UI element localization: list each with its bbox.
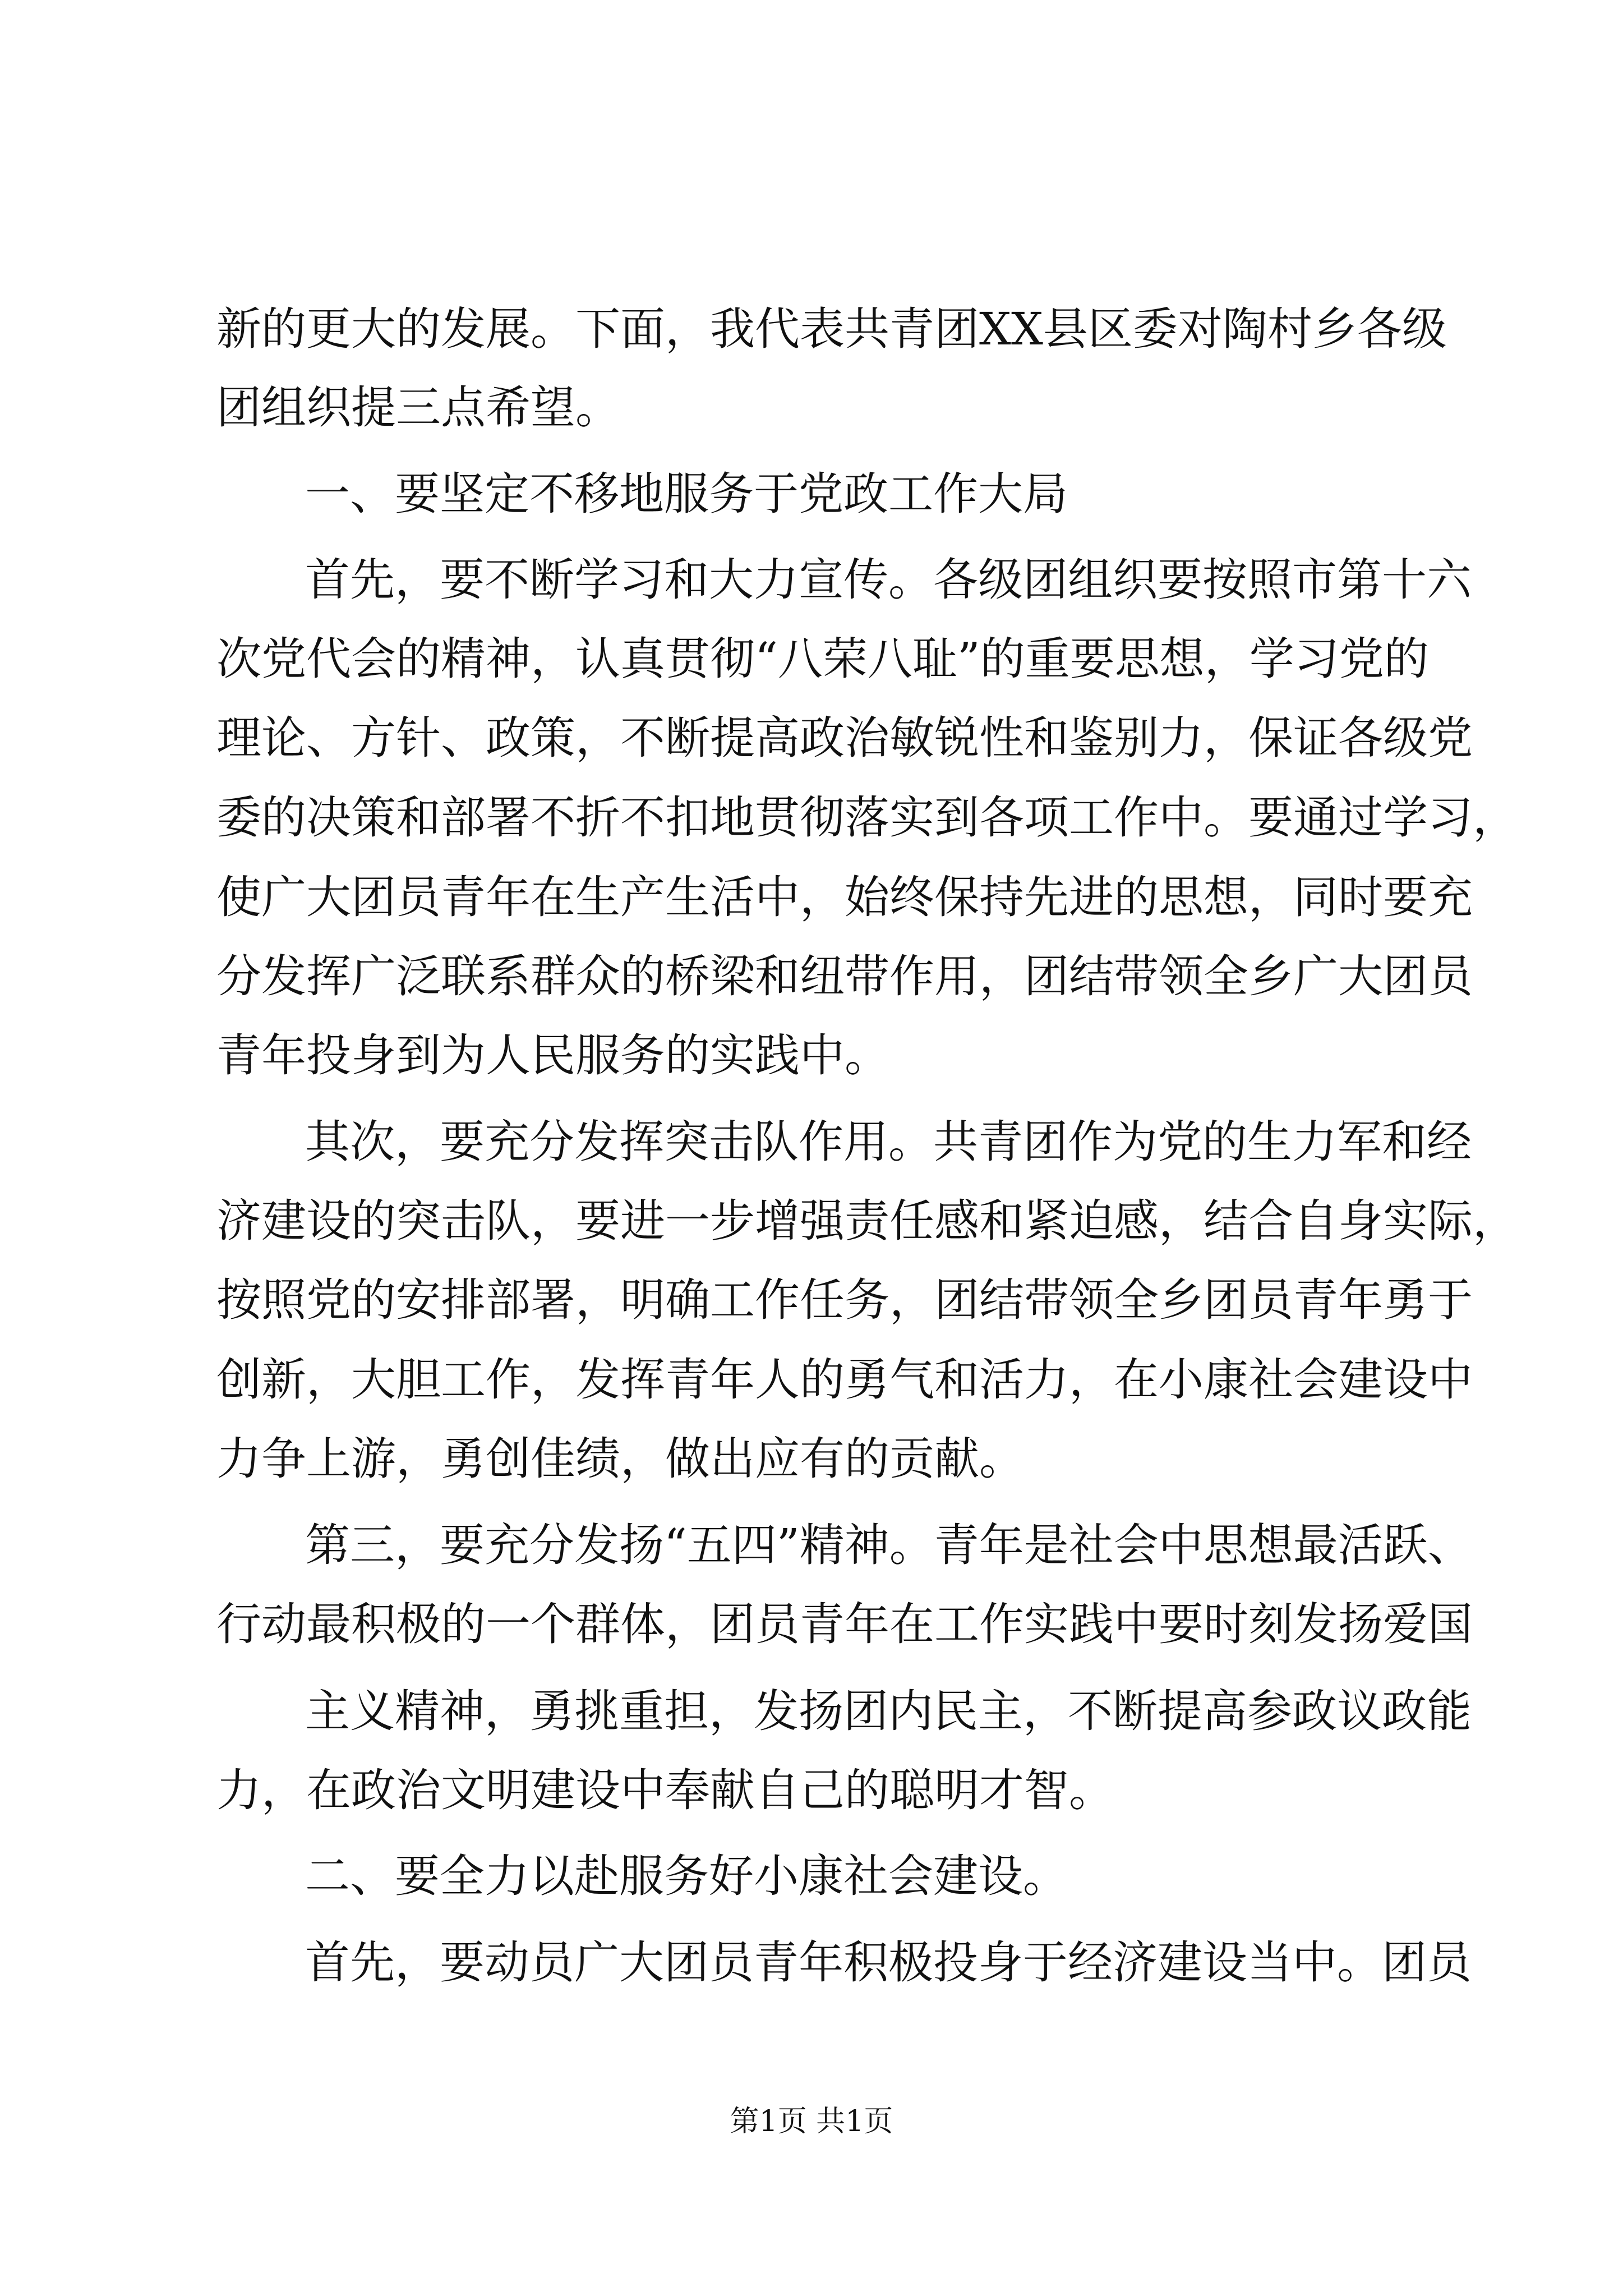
text-line-18: 主义精神，勇挑重担，发扬团内民主，不断提高参政议政能: [305, 1685, 1472, 1737]
text-line-11: 其次，要充分发挥突击队作用。共青团作为党的生力军和经: [305, 1116, 1472, 1168]
text-line-6: 理论、方针、政策，不断提高政治敏锐性和鉴别力，保证各级党: [216, 712, 1473, 764]
heading-1: 一、要坚定不移地服务于党政工作大局: [305, 468, 1068, 520]
heading-2: 二、要全力以赴服务好小康社会建设。: [305, 1850, 1068, 1902]
text-line-9: 分发挥广泛联系群众的桥梁和纽带作用，团结带领全乡广大团员: [216, 950, 1473, 1002]
text-line-19: 力，在政治文明建设中奉献自己的聪明才智。: [216, 1764, 1114, 1816]
text-line-4: 首先，要不断学习和大力宣传。各级团组织要按照市第十六: [305, 554, 1472, 606]
text-line-7: 委的决策和部署不折不扣地贯彻落实到各项工作中。要通过学习，: [216, 792, 1518, 844]
text-line-12: 济建设的突击队，要进一步增强责任感和紧迫感，结合自身实际，: [216, 1195, 1518, 1247]
text-line-5: 次党代会的精神，认真贯彻“八荣八耻”的重要思想，学习党的: [216, 633, 1429, 685]
text-line-1: 新的更大的发展。下面，我代表共青团XX县区委对陶村乡各级: [216, 303, 1447, 355]
text-line-16: 第三，要充分发扬“五四”精神。青年是社会中思想最活跃、: [305, 1519, 1473, 1571]
text-line-10: 青年投身到为人民服务的实践中。: [216, 1029, 889, 1082]
text-line-15: 力争上游，勇创佳绩，做出应有的贡献。: [216, 1433, 1024, 1485]
text-line-13: 按照党的安排部署，明确工作任务，团结带领全乡团员青年勇于: [216, 1274, 1473, 1326]
text-line-2: 团组织提三点希望。: [216, 381, 620, 434]
text-line-17: 行动最积极的一个群体，团员青年在工作实践中要时刻发扬爱国: [216, 1598, 1473, 1650]
page-footer: 第1页 共1页: [730, 2105, 893, 2138]
text-line-8: 使广大团员青年在生产生活中，始终保持先进的思想，同时要充: [216, 871, 1473, 923]
text-line-14: 创新，大胆工作，发挥青年人的勇气和活力，在小康社会建设中: [216, 1354, 1473, 1406]
text-line-21: 首先，要动员广大团员青年积极投身于经济建设当中。团员: [305, 1936, 1472, 1989]
